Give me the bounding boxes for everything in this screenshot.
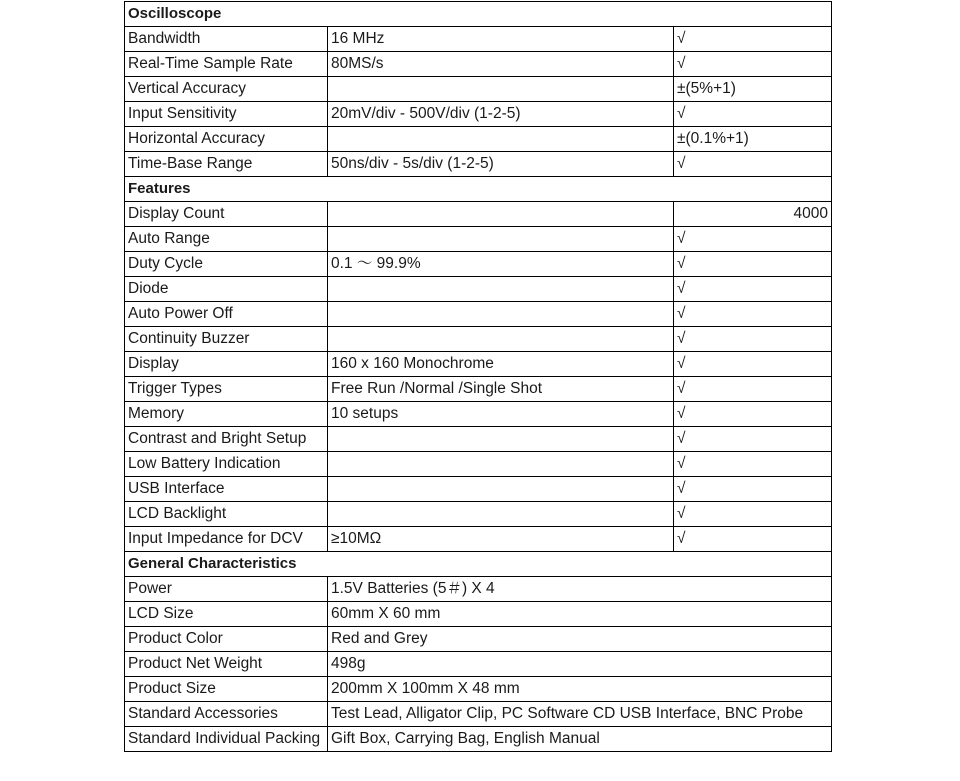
spec-value [328, 477, 674, 502]
spec-extra: ±(5%+1) [674, 77, 832, 102]
table-row [125, 302, 832, 327]
spec-value [328, 202, 674, 227]
spec-label: Product Size [125, 677, 328, 702]
table-row [125, 677, 832, 702]
section-header-row [125, 177, 832, 202]
spec-value: 0.1 ～ 99.9% [328, 252, 674, 277]
spec-extra: √ [674, 477, 832, 502]
spec-label: Auto Power Off [125, 302, 328, 327]
table-row [125, 352, 832, 377]
spec-extra: √ [674, 352, 832, 377]
table-row [125, 527, 832, 552]
spec-label: Auto Range [125, 227, 328, 252]
spec-extra: √ [674, 227, 832, 252]
spec-label: LCD Size [125, 602, 328, 627]
spec-extra: √ [674, 102, 832, 127]
spec-value [328, 227, 674, 252]
spec-value: 60mm X 60 mm [328, 602, 832, 627]
spec-value: ≥10MΩ [328, 527, 674, 552]
spec-value: Test Lead, Alligator Clip, PC Software CD USB Interface, BNC Probe [328, 702, 832, 727]
section-title: Oscilloscope [125, 2, 832, 27]
spec-value [328, 277, 674, 302]
table-row [125, 27, 832, 52]
spec-value: 20mV/div - 500V/div (1-2-5) [328, 102, 674, 127]
table-row [125, 427, 832, 452]
table-row [125, 452, 832, 477]
spec-value: 80MS/s [328, 52, 674, 77]
table-row [125, 152, 832, 177]
spec-extra: 4000 [674, 202, 832, 227]
spec-extra: √ [674, 452, 832, 477]
table-row [125, 127, 832, 152]
spec-extra: √ [674, 527, 832, 552]
table-row [125, 627, 832, 652]
table-row [125, 727, 832, 752]
spec-extra: √ [674, 377, 832, 402]
table-row [125, 477, 832, 502]
spec-label: USB Interface [125, 477, 328, 502]
table-row [125, 52, 832, 77]
spec-label: Standard Accessories [125, 702, 328, 727]
spec-value [328, 302, 674, 327]
spec-label: Memory [125, 402, 328, 427]
spec-value [328, 127, 674, 152]
specification-table-body [125, 2, 832, 752]
spec-label: Low Battery Indication [125, 452, 328, 477]
table-row [125, 277, 832, 302]
spec-label: LCD Backlight [125, 502, 328, 527]
table-row [125, 77, 832, 102]
specification-table [124, 1, 832, 752]
spec-label: Power [125, 577, 328, 602]
table-row [125, 602, 832, 627]
spec-label: Standard Individual Packing [125, 727, 328, 752]
spec-value: 16 MHz [328, 27, 674, 52]
table-row [125, 327, 832, 352]
spec-label: Product Color [125, 627, 328, 652]
spec-extra: √ [674, 402, 832, 427]
spec-label: Horizontal Accuracy [125, 127, 328, 152]
spec-extra: √ [674, 427, 832, 452]
spec-label: Contrast and Bright Setup [125, 427, 328, 452]
spec-label: Input Impedance for DCV [125, 527, 328, 552]
section-header-row [125, 552, 832, 577]
spec-label: Bandwidth [125, 27, 328, 52]
spec-label: Duty Cycle [125, 252, 328, 277]
table-row [125, 577, 832, 602]
spec-label: Continuity Buzzer [125, 327, 328, 352]
spec-extra: √ [674, 27, 832, 52]
spec-value: 200mm X 100mm X 48 mm [328, 677, 832, 702]
table-row [125, 252, 832, 277]
spec-value: 498g [328, 652, 832, 677]
table-row [125, 652, 832, 677]
section-title: General Characteristics [125, 552, 832, 577]
section-header-row [125, 2, 832, 27]
table-row [125, 502, 832, 527]
table-row [125, 102, 832, 127]
spec-extra: √ [674, 302, 832, 327]
spec-label: Display [125, 352, 328, 377]
spec-extra: √ [674, 327, 832, 352]
spec-value [328, 502, 674, 527]
spec-value: 50ns/div - 5s/div (1-2-5) [328, 152, 674, 177]
spec-value: 10 setups [328, 402, 674, 427]
spec-extra: √ [674, 502, 832, 527]
spec-label: Time-Base Range [125, 152, 328, 177]
spec-value [328, 77, 674, 102]
table-row [125, 377, 832, 402]
spec-label: Trigger Types [125, 377, 328, 402]
spec-value [328, 427, 674, 452]
spec-label: Input Sensitivity [125, 102, 328, 127]
spec-extra: ±(0.1%+1) [674, 127, 832, 152]
spec-label: Diode [125, 277, 328, 302]
spec-extra: √ [674, 252, 832, 277]
spec-value: Gift Box, Carrying Bag, English Manual [328, 727, 832, 752]
spec-value: 160 x 160 Monochrome [328, 352, 674, 377]
spec-extra: √ [674, 277, 832, 302]
spec-value [328, 327, 674, 352]
spec-label: Vertical Accuracy [125, 77, 328, 102]
table-row [125, 402, 832, 427]
table-row [125, 227, 832, 252]
spec-extra: √ [674, 152, 832, 177]
spec-label: Product Net Weight [125, 652, 328, 677]
spec-label: Display Count [125, 202, 328, 227]
spec-value [328, 452, 674, 477]
spec-extra: √ [674, 52, 832, 77]
spec-label: Real-Time Sample Rate [125, 52, 328, 77]
table-row [125, 702, 832, 727]
spec-value: Free Run /Normal /Single Shot [328, 377, 674, 402]
table-row [125, 202, 832, 227]
section-title: Features [125, 177, 832, 202]
spec-value: 1.5V Batteries (5＃) X 4 [328, 577, 832, 602]
spec-value: Red and Grey [328, 627, 832, 652]
